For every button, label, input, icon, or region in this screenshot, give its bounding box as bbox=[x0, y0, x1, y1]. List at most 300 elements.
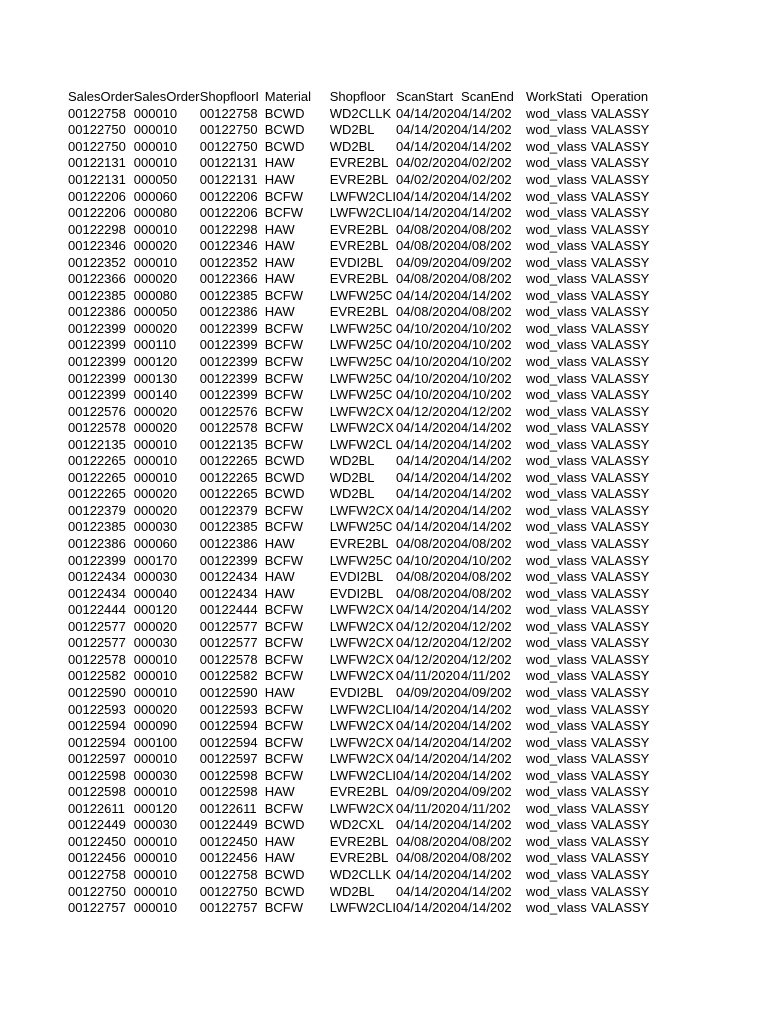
table-row bbox=[68, 387, 656, 404]
shopfloor-cell: WD2BL bbox=[329, 138, 375, 154]
table-row bbox=[68, 883, 656, 900]
scan-start-cell: 04/14/2020 bbox=[395, 138, 462, 154]
shopfloor-cell: LWFW2CL bbox=[329, 436, 393, 452]
operation-cell: VALASSY bbox=[591, 337, 650, 353]
shopfloor-cell: WD2CXL bbox=[329, 817, 384, 833]
table-row bbox=[68, 354, 656, 371]
operation-cell: VALASSY bbox=[591, 122, 650, 138]
operation-cell: VALASSY bbox=[591, 304, 650, 320]
workstation-cell: wod_vlass bbox=[526, 602, 587, 618]
workstation-cell: wod_vlass bbox=[526, 387, 587, 403]
material-cell: BCFW bbox=[264, 900, 304, 916]
shopfloor-cell: EVRE2BL bbox=[329, 172, 389, 187]
sales-order-item-cell: 000020 bbox=[133, 486, 178, 502]
shopfloor-cell: EVDI2BL bbox=[329, 585, 384, 601]
operation-cell: VALASSY bbox=[591, 833, 650, 849]
sales-order-cell: 00122450 bbox=[68, 833, 126, 849]
shopfloor-id-cell: 00122135 bbox=[199, 436, 258, 452]
shopfloor-id-cell: 00122206 bbox=[199, 188, 258, 204]
operation-cell: VALASSY bbox=[591, 900, 650, 916]
sales-order-item-cell: 000010 bbox=[133, 453, 178, 469]
shopfloor-cell: LWFW2CLI bbox=[329, 767, 396, 783]
shopfloor-id-cell: 00122131 bbox=[199, 155, 258, 171]
operation-cell: VALASSY bbox=[591, 668, 650, 684]
shopfloor-id-cell: 00122386 bbox=[199, 536, 258, 552]
shopfloor-id-cell: 00122399 bbox=[199, 337, 258, 353]
shopfloor-cell: LWFW2CX bbox=[329, 668, 394, 684]
workstation-cell: wod_vlass bbox=[526, 718, 587, 734]
shopfloor-cell: WD2BL bbox=[329, 453, 375, 469]
sales-order-cell: 00122346 bbox=[68, 238, 126, 254]
material-cell: BCFW bbox=[264, 519, 304, 535]
scan-end-cell: 4/08/202 bbox=[461, 850, 512, 866]
scan-end-cell: 4/14/202 bbox=[461, 105, 512, 121]
operation-cell: VALASSY bbox=[591, 320, 650, 336]
sales-order-item-cell: 000120 bbox=[133, 800, 178, 816]
column-header: WorkStati bbox=[526, 89, 583, 105]
table-row bbox=[68, 685, 656, 702]
workstation-cell: wod_vlass bbox=[526, 254, 587, 270]
sales-order-cell: 00122758 bbox=[68, 105, 126, 121]
scan-start-cell: 04/14/2020 bbox=[395, 188, 462, 204]
shopfloor-cell: LWFW2CX bbox=[329, 618, 394, 634]
sales-order-item-cell: 000010 bbox=[133, 651, 178, 667]
sales-order-cell: 00122265 bbox=[68, 453, 126, 469]
shopfloor-cell: EVRE2BL bbox=[329, 271, 389, 287]
sales-order-cell: 00122386 bbox=[68, 304, 126, 320]
sales-order-item-cell: 000020 bbox=[133, 701, 178, 717]
operation-cell: VALASSY bbox=[591, 784, 650, 800]
sales-order-cell: 00122366 bbox=[68, 271, 126, 287]
shopfloor-id-cell: 00122444 bbox=[199, 602, 258, 618]
material-cell: BCFW bbox=[264, 668, 304, 684]
sales-order-item-cell: 000030 bbox=[133, 635, 178, 651]
sales-order-cell: 00122598 bbox=[68, 767, 126, 783]
table-row bbox=[68, 801, 656, 818]
table-row bbox=[68, 436, 656, 453]
workstation-cell: wod_vlass bbox=[526, 138, 587, 154]
sales-order-item-cell: 000110 bbox=[133, 337, 177, 353]
scan-end-cell: 4/14/202 bbox=[461, 866, 512, 882]
table-row bbox=[68, 585, 656, 602]
workstation-cell: wod_vlass bbox=[526, 519, 587, 535]
scan-start-cell: 04/14/2020 bbox=[395, 122, 462, 138]
sales-order-cell: 00122399 bbox=[68, 337, 126, 353]
shopfloor-cell: EVDI2BL bbox=[329, 254, 384, 270]
scan-end-cell: 4/14/202 bbox=[461, 767, 512, 783]
table-row bbox=[68, 370, 656, 387]
shopfloor-cell: LWFW25C bbox=[329, 552, 393, 568]
sales-order-cell: 00122577 bbox=[68, 618, 126, 634]
shopfloor-id-cell: 00122750 bbox=[199, 883, 258, 899]
scan-start-cell: 04/08/2020 bbox=[395, 850, 462, 866]
shopfloor-cell: LWFW2CX bbox=[329, 403, 394, 419]
scan-start-cell: 04/08/2020 bbox=[395, 569, 462, 585]
workstation-cell: wod_vlass bbox=[526, 122, 587, 138]
material-cell: BCFW bbox=[264, 387, 304, 403]
material-cell: HAW bbox=[264, 304, 295, 320]
scan-end-cell: 4/08/202 bbox=[461, 536, 512, 552]
material-cell: HAW bbox=[264, 271, 295, 287]
sales-order-item-cell: 000010 bbox=[133, 221, 178, 237]
scan-end-cell: 4/09/202 bbox=[461, 254, 512, 270]
shopfloor-id-cell: 00122598 bbox=[199, 767, 258, 783]
sales-order-item-cell: 000020 bbox=[133, 320, 178, 336]
sales-order-item-cell: 000050 bbox=[133, 304, 178, 320]
workstation-cell: wod_vlass bbox=[526, 469, 587, 485]
workstation-cell: wod_vlass bbox=[526, 751, 587, 767]
scan-end-cell: 4/14/202 bbox=[461, 751, 512, 767]
sales-order-item-cell: 000020 bbox=[133, 420, 178, 436]
scan-end-cell: 4/14/202 bbox=[461, 519, 512, 535]
material-cell: BCFW bbox=[264, 602, 304, 618]
workstation-cell: wod_vlass bbox=[526, 320, 587, 336]
scan-start-cell: 04/12/2020 bbox=[395, 635, 462, 651]
shopfloor-cell: WD2CLLK bbox=[329, 105, 392, 121]
sales-order-cell: 00122594 bbox=[68, 734, 126, 750]
sales-order-cell: 00122399 bbox=[68, 387, 126, 403]
sales-order-item-cell: 000020 bbox=[133, 618, 178, 634]
workstation-cell: wod_vlass bbox=[526, 552, 587, 568]
sales-order-item-cell: 000010 bbox=[133, 784, 178, 800]
scan-end-cell: 4/14/202 bbox=[461, 436, 512, 452]
scan-end-cell: 4/12/202 bbox=[461, 618, 512, 634]
table-row bbox=[68, 188, 656, 205]
sales-order-item-cell: 000010 bbox=[133, 469, 178, 485]
sales-order-cell: 00122298 bbox=[68, 221, 126, 237]
scan-end-cell: 4/14/202 bbox=[461, 602, 512, 618]
operation-cell: VALASSY bbox=[591, 883, 650, 899]
shopfloor-cell: LWFW2CLI bbox=[329, 205, 396, 221]
shopfloor-id-cell: 00122456 bbox=[199, 850, 258, 866]
material-cell: BCFW bbox=[264, 420, 304, 436]
scan-end-cell: 4/10/202 bbox=[461, 552, 512, 568]
sales-order-item-cell: 000030 bbox=[133, 569, 178, 585]
sales-order-cell: 00122385 bbox=[68, 519, 126, 535]
sales-order-item-cell: 000010 bbox=[133, 254, 178, 270]
scan-end-cell: 4/14/202 bbox=[461, 469, 512, 485]
sales-order-item-cell: 000080 bbox=[133, 287, 178, 303]
material-cell: BCFW bbox=[264, 767, 304, 783]
sales-order-item-cell: 000020 bbox=[133, 238, 178, 254]
sales-order-item-cell: 000040 bbox=[133, 585, 178, 601]
table-row bbox=[68, 503, 656, 520]
material-cell: BCFW bbox=[264, 370, 304, 386]
workstation-cell: wod_vlass bbox=[526, 205, 587, 221]
shopfloor-id-cell: 00122750 bbox=[199, 138, 258, 154]
material-cell: HAW bbox=[264, 850, 295, 866]
shopfloor-cell: EVDI2BL bbox=[329, 684, 384, 700]
shopfloor-cell: LWFW25C bbox=[329, 387, 393, 403]
scan-end-cell: 4/14/202 bbox=[461, 138, 512, 154]
sales-order-cell: 00122379 bbox=[68, 502, 126, 518]
scan-start-cell: 04/09/2020 bbox=[395, 254, 462, 270]
shopfloor-id-cell: 00122449 bbox=[199, 817, 258, 833]
scan-end-cell: 4/14/202 bbox=[461, 453, 512, 469]
workstation-cell: wod_vlass bbox=[526, 436, 587, 452]
material-cell: BCFW bbox=[264, 188, 304, 204]
workstation-cell: wod_vlass bbox=[526, 370, 587, 386]
scan-start-cell: 04/14/2020 bbox=[395, 105, 462, 121]
operation-cell: VALASSY bbox=[591, 817, 650, 833]
shopfloor-id-cell: 00122434 bbox=[199, 585, 258, 601]
workstation-cell: wod_vlass bbox=[526, 734, 587, 750]
table-row bbox=[68, 172, 656, 189]
workstation-cell: wod_vlass bbox=[526, 420, 587, 436]
table-row bbox=[68, 519, 656, 536]
material-cell: BCWD bbox=[264, 453, 305, 469]
table-row bbox=[68, 784, 656, 801]
scan-end-cell: 4/14/202 bbox=[461, 188, 512, 204]
sales-order-item-cell: 000060 bbox=[133, 536, 178, 552]
operation-cell: VALASSY bbox=[591, 602, 650, 618]
shopfloor-cell: LWFW2CX bbox=[329, 800, 394, 816]
scan-end-cell: 4/10/202 bbox=[461, 320, 512, 336]
operation-cell: VALASSY bbox=[591, 403, 650, 419]
material-cell: BCWD bbox=[264, 883, 305, 899]
shopfloor-cell: LWFW2CX bbox=[329, 651, 394, 667]
operation-cell: VALASSY bbox=[591, 718, 650, 734]
shopfloor-id-cell: 00122577 bbox=[199, 618, 258, 634]
sales-order-item-cell: 000170 bbox=[133, 552, 178, 568]
sales-order-cell: 00122434 bbox=[68, 585, 126, 601]
sales-order-cell: 00122577 bbox=[68, 635, 126, 651]
material-cell: BCFW bbox=[264, 618, 304, 634]
scan-start-cell: 04/14/2020 bbox=[395, 734, 462, 750]
scan-end-cell: 4/14/202 bbox=[461, 883, 512, 899]
workstation-cell: wod_vlass bbox=[526, 105, 587, 121]
shopfloor-id-cell: 00122265 bbox=[199, 469, 258, 485]
sales-order-item-cell: 000120 bbox=[133, 354, 178, 370]
scan-start-cell: 04/14/2020 bbox=[395, 900, 462, 916]
operation-cell: VALASSY bbox=[591, 651, 650, 667]
scan-end-cell: 4/10/202 bbox=[461, 354, 512, 370]
scan-start-cell: 04/14/2020 bbox=[395, 287, 462, 303]
scan-end-cell: 4/08/202 bbox=[461, 585, 512, 601]
scan-start-cell: 04/09/2020 bbox=[395, 784, 462, 800]
material-cell: HAW bbox=[264, 254, 295, 270]
shopfloor-cell: LWFW25C bbox=[329, 354, 393, 370]
operation-cell: VALASSY bbox=[591, 271, 650, 287]
workstation-cell: wod_vlass bbox=[526, 569, 587, 585]
scan-start-cell: 04/08/2020 bbox=[395, 833, 462, 849]
scan-end-cell: 4/08/202 bbox=[461, 271, 512, 287]
workstation-cell: wod_vlass bbox=[526, 866, 587, 882]
table-row bbox=[68, 850, 656, 867]
sales-order-cell: 00122352 bbox=[68, 254, 126, 270]
table-row bbox=[68, 288, 656, 305]
workstation-cell: wod_vlass bbox=[526, 883, 587, 899]
material-cell: BCFW bbox=[264, 751, 304, 767]
sales-order-cell: 00122135 bbox=[68, 436, 126, 452]
material-cell: BCFW bbox=[264, 354, 304, 370]
sales-order-item-cell: 000020 bbox=[133, 271, 178, 287]
sales-order-item-cell: 000120 bbox=[133, 602, 178, 618]
material-cell: HAW bbox=[264, 684, 295, 700]
scan-start-cell: 04/10/2020 bbox=[395, 320, 462, 336]
shopfloor-id-cell: 00122399 bbox=[199, 387, 258, 403]
shopfloor-cell: LWFW25C bbox=[329, 370, 393, 386]
scan-end-cell: 4/14/202 bbox=[461, 287, 512, 303]
shopfloor-cell: LWFW25C bbox=[329, 287, 393, 303]
scan-end-cell: 4/14/202 bbox=[461, 420, 512, 436]
scan-end-cell: 4/11/202 bbox=[461, 800, 511, 816]
shopfloor-id-cell: 00122758 bbox=[199, 105, 258, 121]
scan-end-cell: 4/10/202 bbox=[461, 387, 512, 403]
material-cell: BCFW bbox=[264, 502, 304, 518]
shopfloor-cell: LWFW2CX bbox=[329, 602, 394, 618]
shopfloor-cell: LWFW2CX bbox=[329, 502, 394, 518]
table-row bbox=[68, 569, 656, 586]
shopfloor-id-cell: 00122594 bbox=[199, 734, 258, 750]
sales-order-cell: 00122611 bbox=[68, 800, 125, 816]
table-row bbox=[68, 751, 656, 768]
sales-order-cell: 00122597 bbox=[68, 751, 126, 767]
shopfloor-cell: WD2BL bbox=[329, 469, 375, 485]
scan-start-cell: 04/14/2020 bbox=[395, 205, 462, 221]
scan-end-cell: 4/14/202 bbox=[461, 734, 512, 750]
sales-order-item-cell: 000130 bbox=[133, 370, 178, 386]
scan-start-cell: 04/14/2020 bbox=[395, 469, 462, 485]
scan-end-cell: 4/14/202 bbox=[461, 900, 512, 916]
workstation-cell: wod_vlass bbox=[526, 304, 587, 320]
scan-start-cell: 04/10/2020 bbox=[395, 337, 462, 353]
shopfloor-cell: EVRE2BL bbox=[329, 238, 389, 254]
operation-cell: VALASSY bbox=[591, 635, 650, 651]
workstation-cell: wod_vlass bbox=[526, 502, 587, 518]
scan-start-cell: 04/10/2020 bbox=[395, 370, 462, 386]
sales-order-item-cell: 000010 bbox=[133, 751, 178, 767]
shopfloor-id-cell: 00122386 bbox=[199, 304, 258, 320]
operation-cell: VALASSY bbox=[591, 436, 650, 452]
spreadsheet-table bbox=[68, 89, 656, 916]
scan-end-cell: 4/08/202 bbox=[461, 833, 512, 849]
scan-start-cell: 04/12/2020 bbox=[395, 651, 462, 667]
shopfloor-id-cell: 00122385 bbox=[199, 519, 258, 535]
scan-end-cell: 4/12/202 bbox=[461, 635, 512, 651]
operation-cell: VALASSY bbox=[591, 287, 650, 303]
sales-order-item-cell: 000010 bbox=[133, 883, 178, 899]
workstation-cell: wod_vlass bbox=[526, 784, 587, 800]
workstation-cell: wod_vlass bbox=[526, 635, 587, 651]
scan-end-cell: 4/14/202 bbox=[461, 817, 512, 833]
shopfloor-id-cell: 00122366 bbox=[199, 271, 258, 287]
workstation-cell: wod_vlass bbox=[526, 618, 587, 634]
material-cell: HAW bbox=[264, 784, 295, 800]
sales-order-item-cell: 000010 bbox=[133, 668, 178, 684]
shopfloor-cell: WD2BL bbox=[329, 486, 375, 502]
shopfloor-cell: LWFW2CX bbox=[329, 751, 394, 767]
scan-end-cell: 4/14/202 bbox=[461, 718, 512, 734]
sales-order-item-cell: 000100 bbox=[133, 734, 178, 750]
material-cell: HAW bbox=[264, 238, 295, 254]
scan-end-cell: 4/12/202 bbox=[461, 651, 512, 667]
table-row bbox=[68, 321, 656, 338]
sales-order-item-cell: 000080 bbox=[133, 205, 178, 221]
shopfloor-id-cell: 00122597 bbox=[199, 751, 258, 767]
sales-order-cell: 00122594 bbox=[68, 718, 126, 734]
column-header: ScanEnd bbox=[461, 89, 514, 105]
table-row bbox=[68, 718, 656, 735]
workstation-cell: wod_vlass bbox=[526, 453, 587, 469]
material-cell: BCFW bbox=[264, 287, 304, 303]
column-header: SalesOrder bbox=[68, 89, 134, 105]
shopfloor-id-cell: 00122265 bbox=[199, 486, 258, 502]
sales-order-cell: 00122578 bbox=[68, 651, 126, 667]
sales-order-cell: 00122449 bbox=[68, 817, 126, 833]
table-row bbox=[68, 552, 656, 569]
table-row bbox=[68, 238, 656, 255]
shopfloor-cell: EVRE2BL bbox=[329, 304, 389, 320]
shopfloor-id-cell: 00122399 bbox=[199, 552, 258, 568]
operation-cell: VALASSY bbox=[591, 254, 650, 270]
sales-order-cell: 00122399 bbox=[68, 354, 126, 370]
sales-order-cell: 00122131 bbox=[68, 172, 126, 187]
sales-order-item-cell: 000030 bbox=[133, 519, 178, 535]
sales-order-cell: 00122456 bbox=[68, 850, 126, 866]
shopfloor-id-cell: 00122399 bbox=[199, 370, 258, 386]
operation-cell: VALASSY bbox=[591, 502, 650, 518]
sales-order-item-cell: 000010 bbox=[133, 833, 178, 849]
sales-order-item-cell: 000020 bbox=[133, 502, 178, 518]
scan-end-cell: 4/08/202 bbox=[461, 569, 512, 585]
operation-cell: VALASSY bbox=[591, 618, 650, 634]
material-cell: BCFW bbox=[264, 205, 304, 221]
scan-start-cell: 04/14/2020 bbox=[395, 883, 462, 899]
shopfloor-id-cell: 00122758 bbox=[199, 866, 258, 882]
scan-start-cell: 04/08/2020 bbox=[395, 536, 462, 552]
operation-cell: VALASSY bbox=[591, 767, 650, 783]
table-row bbox=[68, 635, 656, 652]
operation-cell: VALASSY bbox=[591, 519, 650, 535]
table-row bbox=[68, 900, 656, 917]
material-cell: BCFW bbox=[264, 436, 304, 452]
table-row bbox=[68, 619, 656, 636]
shopfloor-cell: LWFW2CX bbox=[329, 734, 394, 750]
shopfloor-cell: LWFW2CX bbox=[329, 420, 394, 436]
scan-start-cell: 04/14/2020 bbox=[395, 420, 462, 436]
shopfloor-id-cell: 00122750 bbox=[199, 122, 258, 138]
table-row bbox=[68, 470, 656, 487]
scan-end-cell: 4/14/202 bbox=[461, 502, 512, 518]
scan-start-cell: 04/08/2020 bbox=[395, 585, 462, 601]
sales-order-item-cell: 000030 bbox=[133, 817, 178, 833]
workstation-cell: wod_vlass bbox=[526, 684, 587, 700]
table-row bbox=[68, 122, 656, 139]
sales-order-cell: 00122399 bbox=[68, 552, 126, 568]
scan-end-cell: 4/08/202 bbox=[461, 238, 512, 254]
material-cell: BCFW bbox=[264, 734, 304, 750]
sales-order-item-cell: 000010 bbox=[133, 900, 178, 916]
shopfloor-cell: LWFW25C bbox=[329, 519, 393, 535]
shopfloor-id-cell: 00122611 bbox=[199, 800, 257, 816]
shopfloor-cell: EVRE2BL bbox=[329, 833, 389, 849]
sales-order-item-cell: 000030 bbox=[133, 767, 178, 783]
scan-start-cell: 04/14/2020 bbox=[395, 519, 462, 535]
scan-start-cell: 04/10/2020 bbox=[395, 354, 462, 370]
material-cell: BCWD bbox=[264, 486, 305, 502]
scan-end-cell: 4/02/202 bbox=[461, 172, 512, 187]
table-row bbox=[68, 453, 656, 470]
shopfloor-id-cell: 00122399 bbox=[199, 354, 258, 370]
operation-cell: VALASSY bbox=[591, 734, 650, 750]
operation-cell: VALASSY bbox=[591, 138, 650, 154]
table-row bbox=[68, 155, 656, 172]
scan-start-cell: 04/10/2020 bbox=[395, 387, 462, 403]
sales-order-cell: 00122434 bbox=[68, 569, 126, 585]
table-row bbox=[68, 867, 656, 884]
material-cell: BCFW bbox=[264, 701, 304, 717]
